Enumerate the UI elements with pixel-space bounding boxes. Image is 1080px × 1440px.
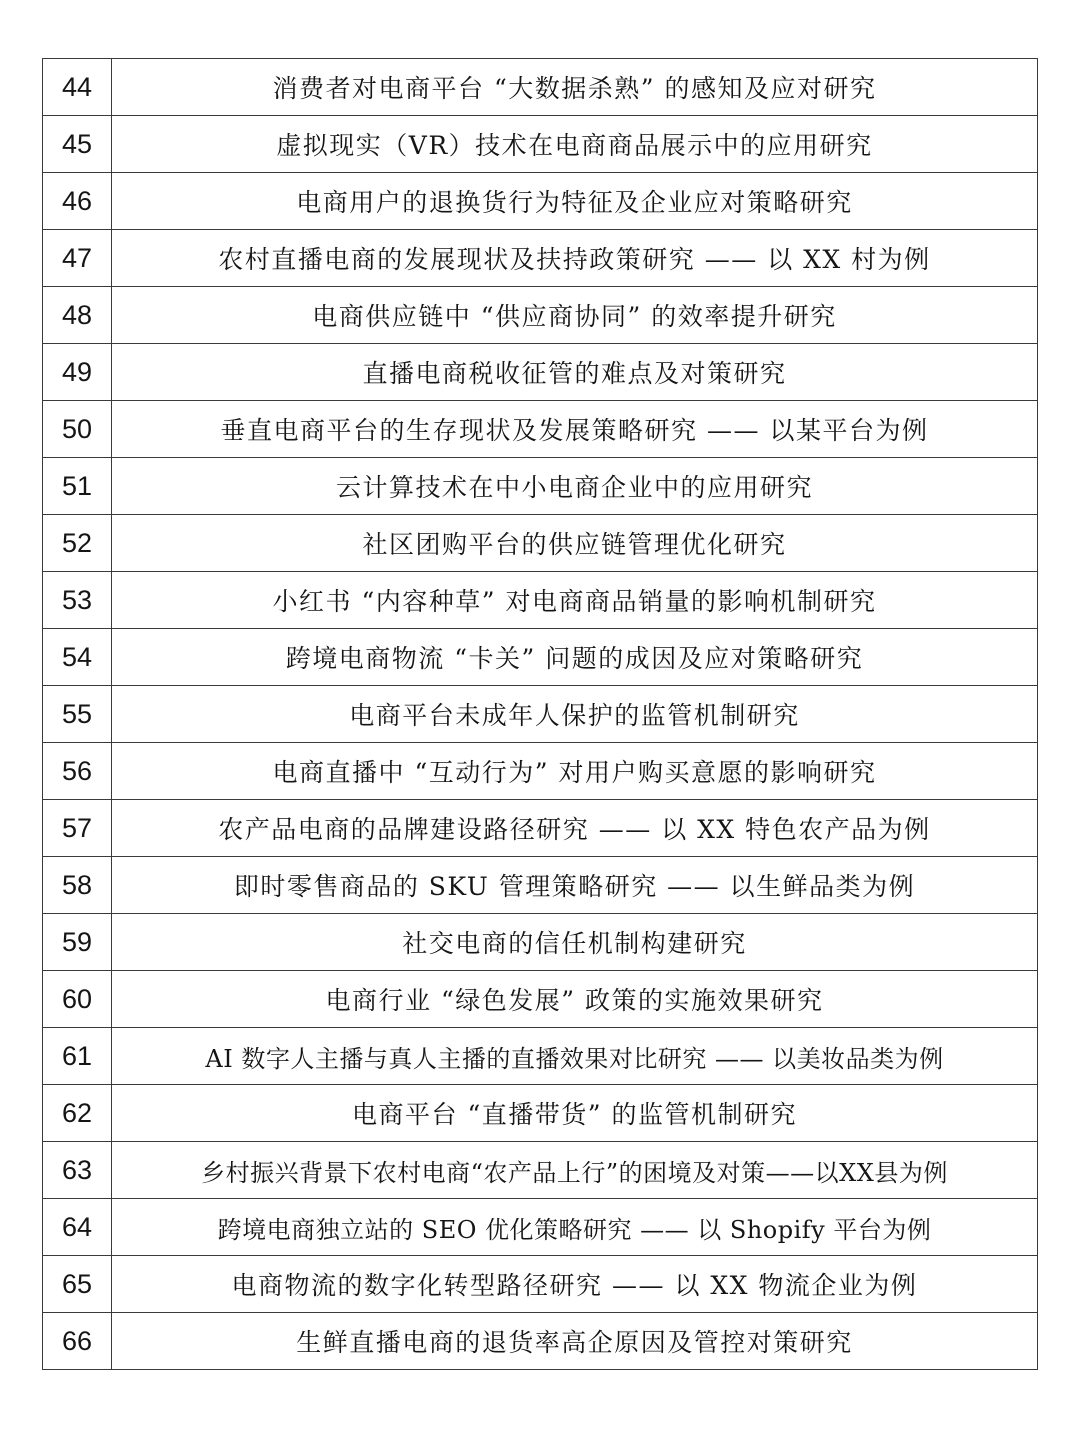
row-number: 44 bbox=[43, 59, 112, 116]
topic-title: 农村直播电商的发展现状及扶持政策研究 —— 以 XX 村为例 bbox=[112, 230, 1038, 287]
row-number: 52 bbox=[43, 515, 112, 572]
topic-title: 跨境电商物流 “卡关” 问题的成因及应对策略研究 bbox=[112, 629, 1038, 686]
topics-table-container bbox=[42, 58, 1038, 1370]
topic-title: 生鲜直播电商的退货率高企原因及管控对策研究 bbox=[112, 1313, 1038, 1370]
topic-title: 电商用户的退换货行为特征及企业应对策略研究 bbox=[112, 173, 1038, 230]
row-number: 65 bbox=[43, 1256, 112, 1313]
topic-title: 消费者对电商平台 “大数据杀熟” 的感知及应对研究 bbox=[112, 59, 1038, 116]
row-number: 49 bbox=[43, 344, 112, 401]
row-number: 54 bbox=[43, 629, 112, 686]
table-row bbox=[43, 914, 1038, 971]
row-number: 57 bbox=[43, 800, 112, 857]
topics-table bbox=[42, 58, 1038, 1370]
table-row bbox=[43, 686, 1038, 743]
topic-title: 社区团购平台的供应链管理优化研究 bbox=[112, 515, 1038, 572]
row-number: 47 bbox=[43, 230, 112, 287]
topic-title: 电商物流的数字化转型路径研究 —— 以 XX 物流企业为例 bbox=[112, 1256, 1038, 1313]
row-number: 64 bbox=[43, 1199, 112, 1256]
table-row bbox=[43, 1256, 1038, 1313]
row-number: 51 bbox=[43, 458, 112, 515]
table-row bbox=[43, 59, 1038, 116]
table-row bbox=[43, 743, 1038, 800]
topic-title: 电商平台未成年人保护的监管机制研究 bbox=[112, 686, 1038, 743]
row-number: 50 bbox=[43, 401, 112, 458]
row-number: 59 bbox=[43, 914, 112, 971]
row-number: 60 bbox=[43, 971, 112, 1028]
topic-title: 小红书 “内容种草” 对电商商品销量的影响机制研究 bbox=[112, 572, 1038, 629]
row-number: 61 bbox=[43, 1028, 112, 1085]
table-row bbox=[43, 515, 1038, 572]
table-row bbox=[43, 1313, 1038, 1370]
topic-title: 电商供应链中 “供应商协同” 的效率提升研究 bbox=[112, 287, 1038, 344]
table-row bbox=[43, 1028, 1038, 1085]
topic-title: 虚拟现实（VR）技术在电商商品展示中的应用研究 bbox=[112, 116, 1038, 173]
row-number: 62 bbox=[43, 1085, 112, 1142]
row-number: 48 bbox=[43, 287, 112, 344]
table-row bbox=[43, 173, 1038, 230]
topic-title: 电商行业 “绿色发展” 政策的实施效果研究 bbox=[112, 971, 1038, 1028]
row-number: 53 bbox=[43, 572, 112, 629]
table-row bbox=[43, 287, 1038, 344]
topic-title: AI 数字人主播与真人主播的直播效果对比研究 —— 以美妆品类为例 bbox=[112, 1028, 1038, 1085]
table-row bbox=[43, 344, 1038, 401]
topic-title: 电商直播中 “互动行为” 对用户购买意愿的影响研究 bbox=[112, 743, 1038, 800]
table-row bbox=[43, 1085, 1038, 1142]
table-row bbox=[43, 971, 1038, 1028]
row-number: 45 bbox=[43, 116, 112, 173]
row-number: 58 bbox=[43, 857, 112, 914]
topic-title: 乡村振兴背景下农村电商“农产品上行”的困境及对策——以XX县为例 bbox=[112, 1142, 1038, 1199]
row-number: 56 bbox=[43, 743, 112, 800]
topics-table-body bbox=[43, 59, 1038, 1370]
row-number: 66 bbox=[43, 1313, 112, 1370]
topic-title: 云计算技术在中小电商企业中的应用研究 bbox=[112, 458, 1038, 515]
row-number: 46 bbox=[43, 173, 112, 230]
topic-title: 垂直电商平台的生存现状及发展策略研究 —— 以某平台为例 bbox=[112, 401, 1038, 458]
table-row bbox=[43, 572, 1038, 629]
row-number: 63 bbox=[43, 1142, 112, 1199]
table-row bbox=[43, 1199, 1038, 1256]
topic-title: 电商平台 “直播带货” 的监管机制研究 bbox=[112, 1085, 1038, 1142]
topic-title: 跨境电商独立站的 SEO 优化策略研究 —— 以 Shopify 平台为例 bbox=[112, 1199, 1038, 1256]
table-row bbox=[43, 629, 1038, 686]
table-row bbox=[43, 230, 1038, 287]
table-row bbox=[43, 1142, 1038, 1199]
topic-title: 即时零售商品的 SKU 管理策略研究 —— 以生鲜品类为例 bbox=[112, 857, 1038, 914]
topic-title: 直播电商税收征管的难点及对策研究 bbox=[112, 344, 1038, 401]
table-row bbox=[43, 800, 1038, 857]
table-row bbox=[43, 116, 1038, 173]
topic-title: 社交电商的信任机制构建研究 bbox=[112, 914, 1038, 971]
topic-title: 农产品电商的品牌建设路径研究 —— 以 XX 特色农产品为例 bbox=[112, 800, 1038, 857]
table-row bbox=[43, 857, 1038, 914]
table-row bbox=[43, 458, 1038, 515]
table-row bbox=[43, 401, 1038, 458]
row-number: 55 bbox=[43, 686, 112, 743]
